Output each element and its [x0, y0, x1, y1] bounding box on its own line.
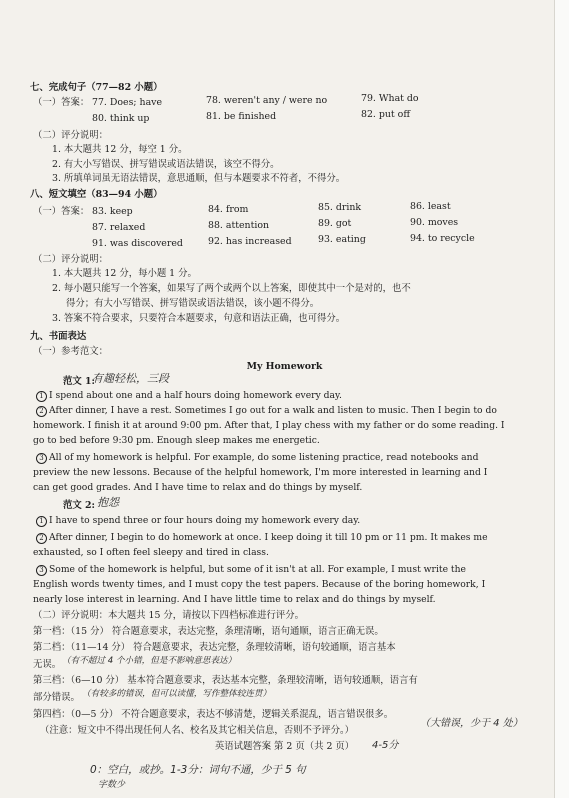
section-9-note: （注意：短文中不得出现任何人名、校名及其它相关信息，否则不予评分。） [40, 725, 355, 736]
grade-4: 第四档：（0—5 分） 不符合题意要求，表达不够清楚，逻辑关系混乱，语言错误很多。 [33, 709, 394, 720]
answer-82: 82. put off [361, 109, 410, 120]
answer-93: 93. eating [318, 234, 366, 245]
essay-2-line-2: 2 After dinner, I begin to do homework at once. I keep doing it till 10 pm or 11 pm. It makes me [36, 532, 488, 544]
answer-92: 92. has increased [208, 236, 292, 247]
handwritten-score-range: 4-5分 [372, 740, 399, 751]
essay-2-line-4: 3 Some of the homework is helpful, but some of it isn't at all. For example, I must write the [36, 564, 466, 576]
handwritten-note-right: （大错误，少于 4 处） [420, 718, 523, 729]
section-9-scoring-label: （二）评分说明：本大题共 15 分，请按以下四档标准进行评分。 [33, 610, 305, 621]
answer-94: 94. to recycle [410, 233, 475, 244]
grade-3b: 部分错误。 [33, 692, 80, 703]
answer-83: 83. keep [92, 206, 133, 217]
grade-2a: 第二档：（11—14 分） 符合题意要求，表达完整，条理较清晰，语句较通顺，语言基本 [33, 642, 396, 653]
answer-90: 90. moves [410, 217, 459, 228]
answer-91: 91. was discovered [92, 238, 183, 249]
answer-85: 85. drink [318, 202, 362, 213]
section-7-scoring-label: （二）评分说明： [33, 130, 109, 141]
sample-2-label: 范文 2: [63, 500, 95, 511]
section-8-rule-3: 3. 答案不符合要求，只要符合本题要求，句意和语法正确，也可得分。 [52, 313, 346, 324]
answer-80: 80. think up [92, 113, 150, 124]
grade-3a: 第三档：（6—10 分） 基本符合题意要求，表达基本完整，条理较清晰，语句较通顺，语言有 [33, 675, 418, 686]
answer-79: 79. What do [361, 93, 419, 104]
answer-77: 77. Does; have [92, 97, 163, 108]
section-7-title: 七、完成句子（77—82 小题） [30, 82, 163, 93]
section-8-title: 八、短文填空（83—94 小题） [30, 189, 163, 200]
section-9-title: 九、书面表达 [30, 331, 87, 342]
essay-1-line-1: 1 I spend about one and a half hours doing homework every day. [36, 390, 342, 402]
essay-2-line-1: 1 I have to spend three or four hours doing my homework every day. [36, 515, 360, 527]
answer-86: 86. least [410, 201, 451, 212]
sample-2-handwritten-note: 抱怨 [97, 496, 119, 509]
essay-1-line-2: 2 After dinner, I have a rest. Sometimes I go out for a walk and listen to music. Then I begin to do [36, 405, 497, 417]
answer-89: 89. got [318, 218, 352, 229]
handwritten-bottom-note-2: 字数少 [98, 780, 126, 790]
answer-87: 87. relaxed [92, 222, 146, 233]
sample-1-handwritten-note: 有趣轻松，三段 [92, 372, 169, 385]
essay-2-line-3: exhausted, so I often feel sleepy and tired in class. [33, 547, 269, 558]
section-8-rule-1: 1. 本大题共 12 分，每小题 1 分。 [52, 268, 197, 279]
section-8-scoring-label: （二）评分说明： [33, 254, 109, 265]
section-7-rule-2: 2. 有大小写错误、拼写错误或语法错误，该空不得分。 [52, 159, 280, 170]
section-8-rule-2a: 2. 每小题只能写一个答案，如果写了两个或两个以上答案，即使其中一个是对的，也不 [52, 283, 411, 294]
essay-1-line-5: 3 All of my homework is helpful. For example, do some listening practice, read notebooks and [36, 452, 478, 464]
essay-title: My Homework [246, 361, 323, 372]
grade-3-handwritten-note: （有较多的错误，但可以读懂，写作整体较连贯） [82, 689, 272, 699]
answer-84: 84. from [208, 204, 249, 215]
essay-2-line-6: nearly lose interest in learning. And I have little time to relax and do things by myself. [33, 594, 436, 605]
sample-essay-label: （一）参考范文： [33, 346, 109, 357]
section-7-rule-3: 3. 所填单词虽无语法错误，意思通顺，但与本题要求不符者，不得分。 [52, 173, 346, 184]
section-8-rule-2b: 得分；有大小写错误、拼写错误或语法错误，该小题不得分。 [66, 298, 320, 309]
handwritten-bottom-note: 0：空白，或抄。1-3分：词句不通，少于 5 句 [90, 764, 306, 776]
section-7-answers-label: （一）答案： [33, 97, 90, 108]
sample-1-label: 范文 1: [63, 376, 95, 387]
essay-1-line-4: go to bed before 9:30 pm. Enough sleep makes me energetic. [33, 435, 320, 446]
grade-2b: 无误。 [33, 659, 62, 670]
essay-1-line-7: can get good grades. And I have time to relax and do things by myself. [33, 482, 363, 493]
essay-2-line-5: English words twenty times, and I must copy the test papers. Because of the boring homework, I [33, 579, 486, 590]
essay-1-line-6: preview the new lessons. Because of the helpful homework, I'm more interested in learning and I [33, 467, 488, 478]
page-footer: 英语试题答案 第 2 页（共 2 页） [214, 741, 355, 752]
essay-1-line-3: homework. I finish it at around 9:00 pm. After that, I play chess with my father or do some reading. I [33, 420, 505, 431]
grade-1: 第一档：（15 分） 符合题意要求，表达完整，条理清晰，语句通顺，语言正确无误。 [33, 626, 384, 637]
paper-edge [554, 0, 569, 798]
section-7-rule-1: 1. 本大题共 12 分，每空 1 分。 [52, 144, 188, 155]
answer-81: 81. be finished [206, 111, 277, 122]
answer-88: 88. attention [208, 220, 270, 231]
grade-2-handwritten-note: （有不超过 4 个小错，但是不影响意思表达） [62, 656, 237, 666]
section-8-answers-label: （一）答案： [33, 206, 90, 217]
answer-78: 78. weren't any / were no [206, 95, 328, 106]
